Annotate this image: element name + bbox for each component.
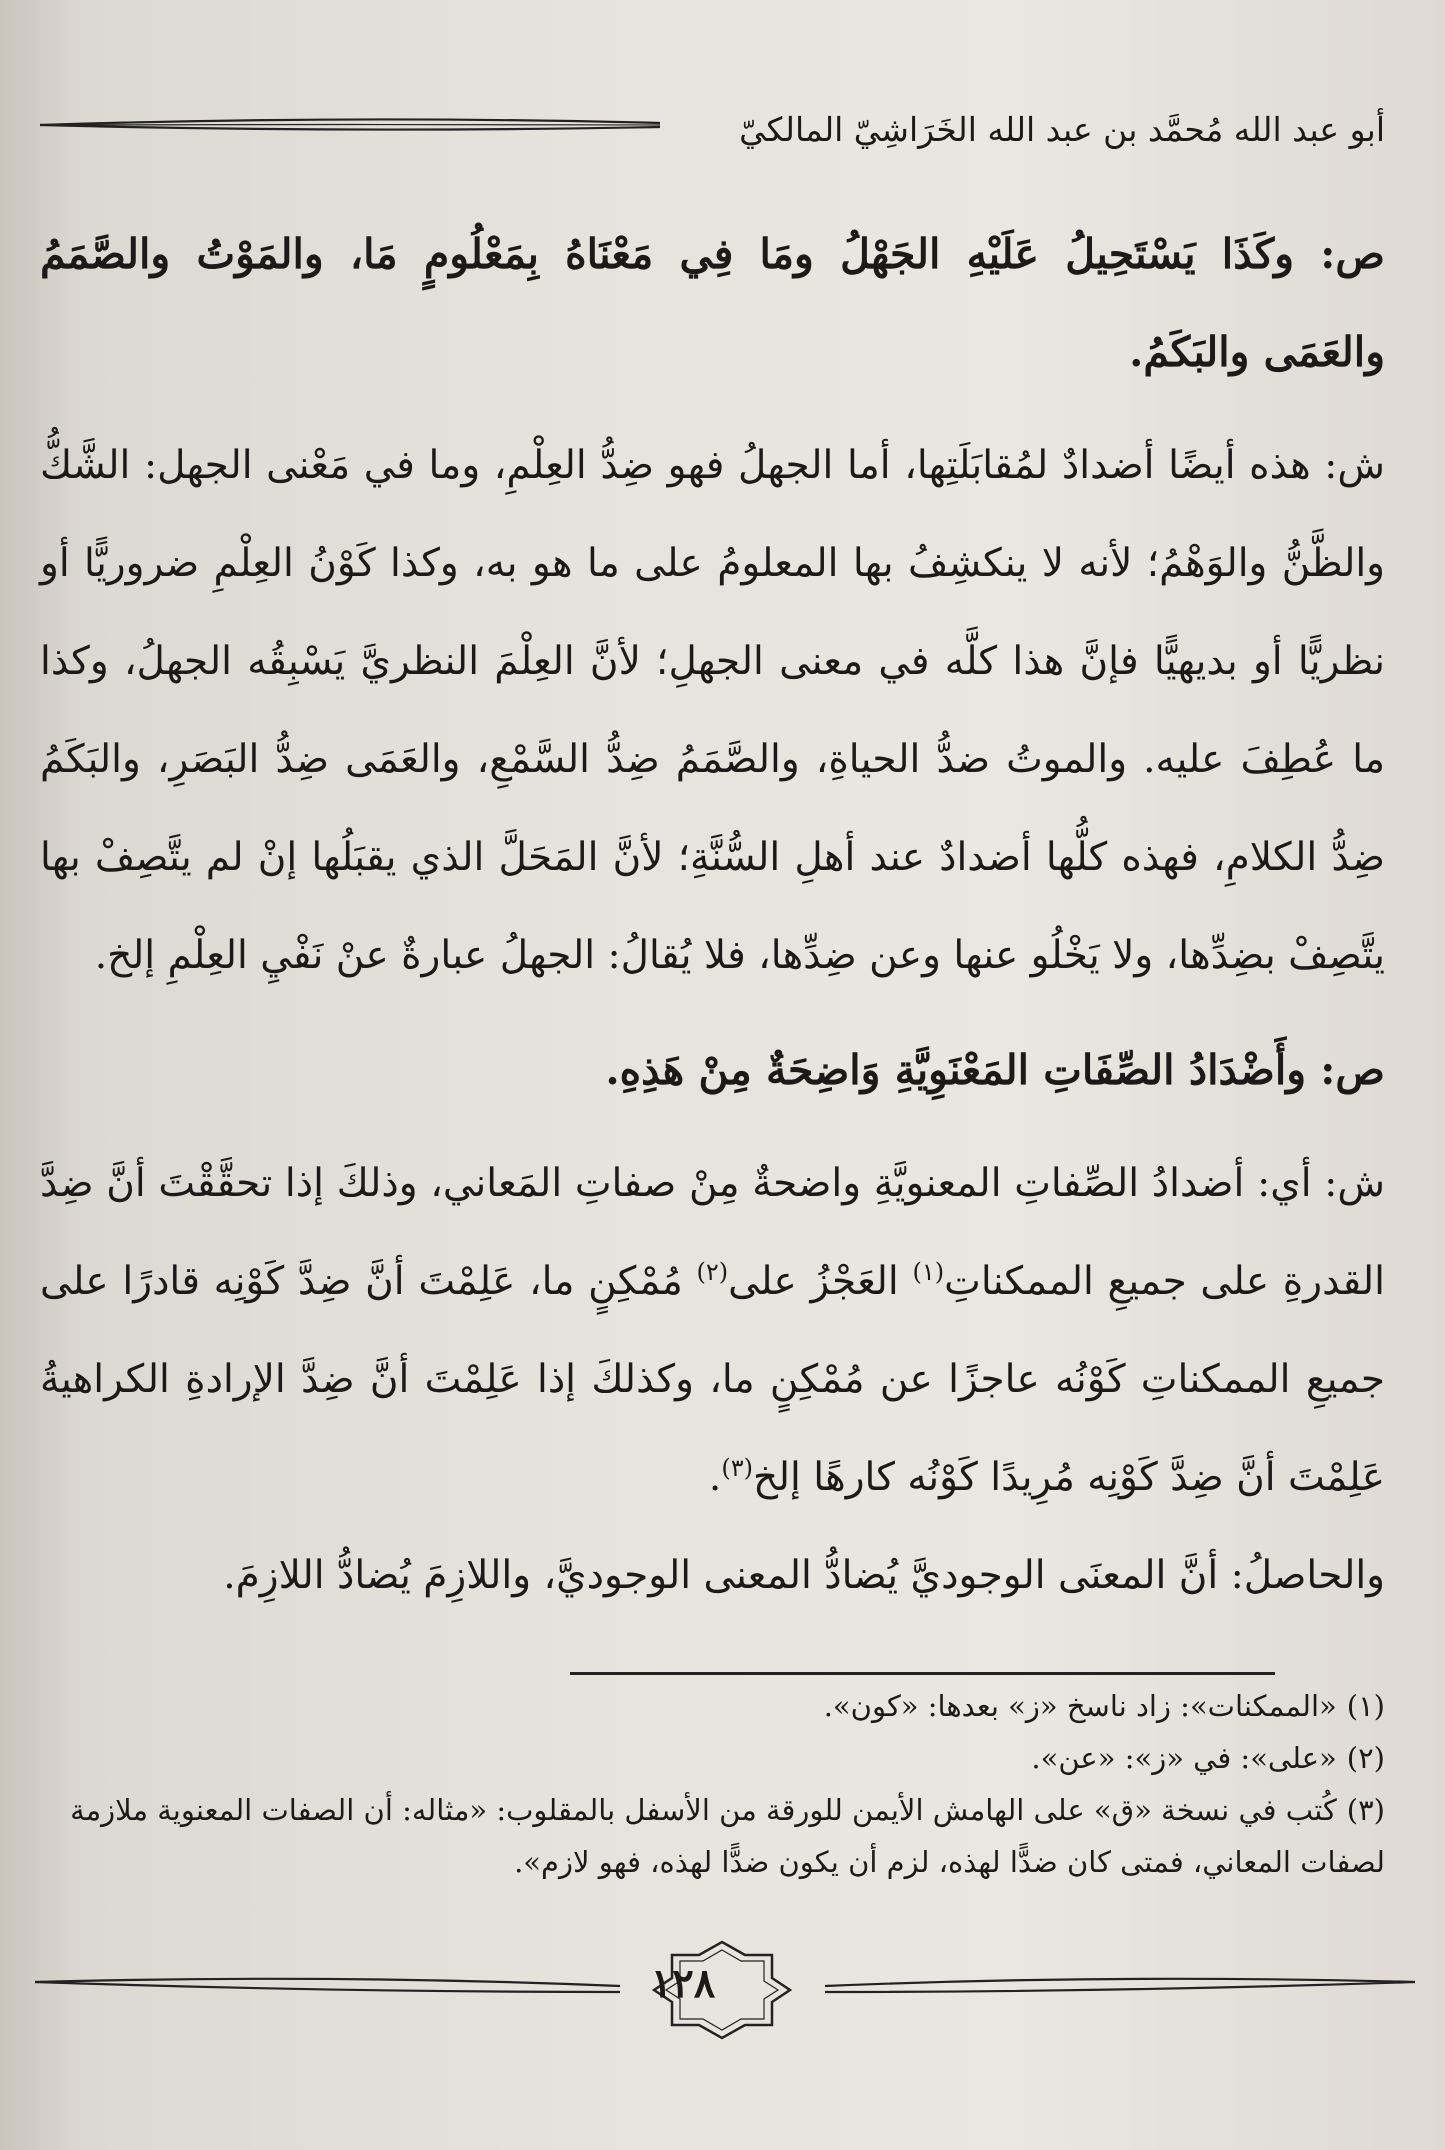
main-text: [40, 205, 1385, 1625]
sharh-text-part: .: [708, 1455, 722, 1500]
sharh-text-part: مُمْكِنٍ ما، عَلِمْتَ أنَّ ضِدَّ كَوْنِه قادرًا على جميعِ الممكناتِ كَوْنُه عاجزًا عن مُمْكِنٍ ما، وكذلكَ إذا عَلِمْتَ أنَّ ضِدَّ الإرادةِ الكراهيةُ عَلِمْتَ أنَّ ضِدَّ كَوْنِه مُرِيدًا كَوْنُه كارهًا إلخ: [40, 1259, 1385, 1500]
footnote-number: (١): [1346, 1689, 1385, 1723]
footnote-text: كُتب في نسخة «ق» على الهامش الأيمن للورقة من الأسفل بالمقلوب: «مثاله: أن الصفات المعنوية ملازمة لصفات المعاني، فمتى كان ضدًّا لهذه، لزم أن يكون ضدًّا لهذه، فهو لازم».: [70, 1793, 1385, 1879]
sharh-paragraph-3: والحاصلُ: أنَّ المعنَى الوجوديَّ يُضادُّ المعنى الوجوديَّ، واللازِمَ يُضادُّ اللازِمَ.: [223, 1553, 1385, 1598]
header-ornament-rule: [40, 117, 660, 133]
page-footer: [0, 1940, 1445, 2050]
matn-paragraph-2: ص: وأَضْدَادُ الصِّفَاتِ المَعْنَوِيَّةِ وَاضِحَةٌ مِنْ هَذِهِ.: [605, 1046, 1385, 1094]
sharh-text-part: العَجْزُ على: [728, 1259, 913, 1304]
footnote-separator: [570, 1672, 1275, 1675]
sharh-paragraph-2: [40, 1135, 1385, 1527]
footnote-ref-2: (٢): [696, 1258, 729, 1286]
footnotes: [40, 1680, 1385, 1888]
footnote-ref-1: (١): [912, 1258, 945, 1286]
footnote-text: «على»: في «ز»: «عن».: [1031, 1741, 1337, 1775]
footnote-number: (٣): [1346, 1793, 1385, 1827]
running-header: [40, 95, 1385, 165]
footnote-3: [40, 1784, 1385, 1888]
matn-paragraph-1: ص: وكَذَا يَسْتَحِيلُ عَلَيْهِ الجَهْلُ ومَا فِي مَعْنَاهُ بِمَعْلُومٍ مَا، والمَوْتُ والصَّمَمُ والعَمَى والبَكَمُ.: [40, 230, 1385, 376]
footnote-2: [40, 1732, 1385, 1784]
running-title: أبو عبد الله مُحمَّد بن عبد الله الخَرَاشِيّ المالكيّ: [739, 110, 1385, 149]
footnote-1: [40, 1680, 1385, 1732]
page-number: ١٢٨: [650, 1960, 716, 2007]
sharh-paragraph-1: ش: هذه أيضًا أضدادٌ لمُقابَلَتِها، أما الجهلُ فهو ضِدُّ العِلْمِ، وما في مَعْنى الجهل: الشَّكُّ والظَّنُّ والوَهْمُ؛ لأنه لا ينكشِفُ بها المعلومُ على ما هو به، وكذا كَوْنُ العِلْمِ ضروريًّا أو نظريًّا أو بديهيًّا فإنَّ هذا كلَّه في معنى الجهلِ؛ لأنَّ العِلْمَ النظريَّ يَسْبِقُه الجهلُ، وكذا ما عُطِفَ عليه. والموتُ ضدُّ الحياةِ، والصَّمَمُ ضِدُّ السَّمْعِ، والعَمَى ضِدُّ البَصَرِ، والبَكَمُ ضِدُّ الكلامِ، فهذه كلُّها أضدادٌ عند أهلِ السُّنَّةِ؛ لأنَّ المَحَلَّ الذي يقبَلُها إنْ لم يتَّصِفْ بها يتَّصِفْ بضِدِّها، ولا يَخْلُو عنها وعن ضِدِّها، فلا يُقالُ: الجهلُ عبارةٌ عنْ نَفْيِ العِلْمِ إلخ.: [40, 443, 1385, 978]
footnote-number: (٢): [1346, 1741, 1385, 1775]
footnote-ref-3: (٣): [721, 1454, 753, 1482]
footnote-text: «الممكنات»: زاد ناسخ «ز» بعدها: «كون».: [823, 1689, 1337, 1723]
sharh-text-part: ش: أي: أضدادُ الصِّفاتِ المعنويَّةِ واضحةٌ مِنْ صفاتِ المَعاني، وذلكَ إذا تحقَّقْتَ أنَّ ضِدَّ القدرةِ على جميعِ الممكناتِ: [40, 1161, 1385, 1304]
